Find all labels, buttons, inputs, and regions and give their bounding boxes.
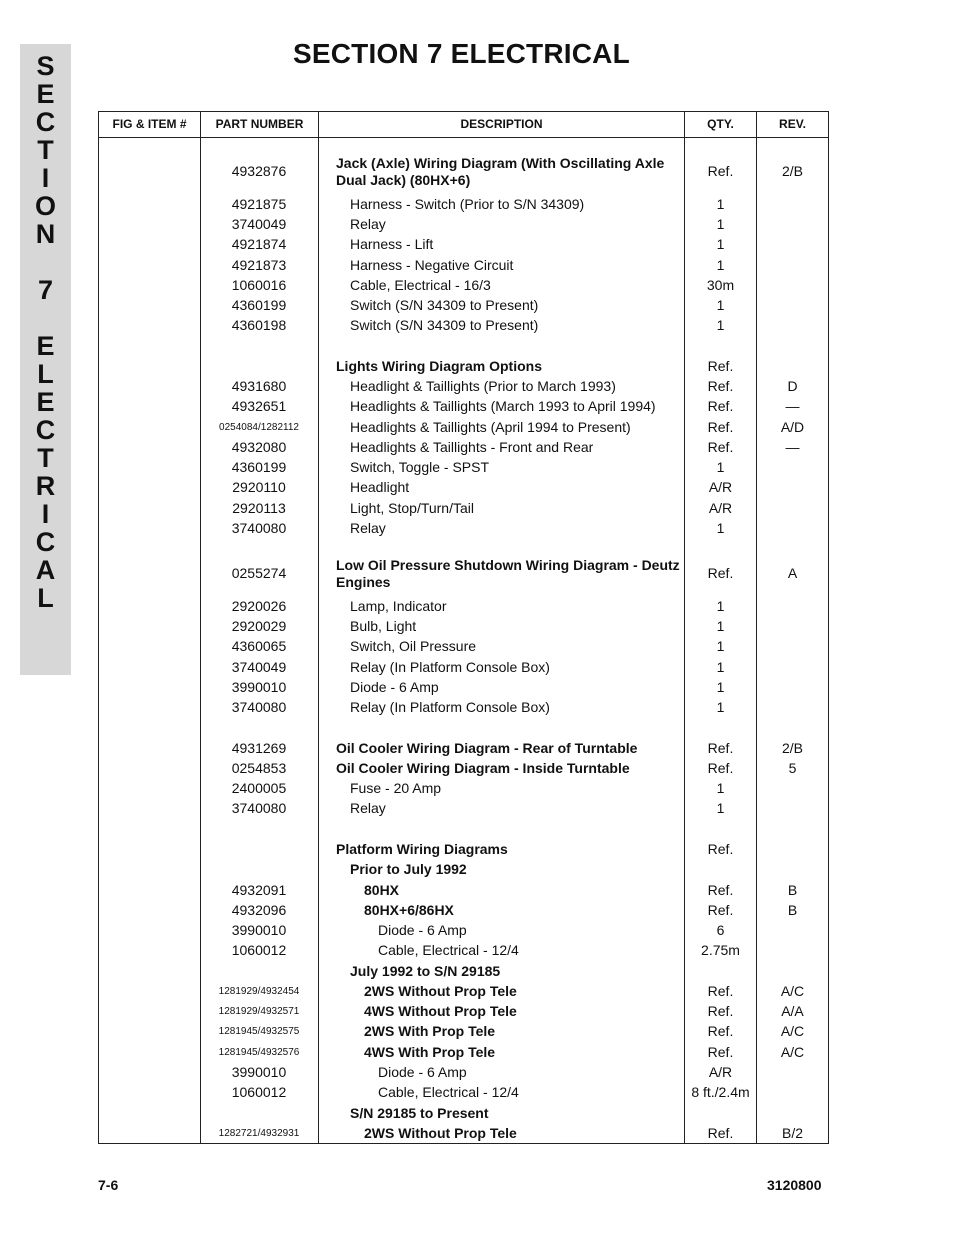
part-number-cell: 1060012 [231,942,287,958]
table-row [99,277,828,294]
table-row [99,922,828,939]
table-row [99,740,828,757]
qty-cell: Ref. [707,419,734,435]
description-cell: Fuse - 20 Amp [350,780,442,796]
side-tab-letter: R [35,471,56,501]
table-row [99,378,828,395]
header-description: DESCRIPTION [460,117,543,131]
description-cell: Harness - Switch (Prior to S/N 34309) [350,196,585,212]
description-cell: 4WS Without Prop Tele [364,1003,517,1019]
qty-cell: A/R [708,479,733,495]
description-cell: Relay (In Platform Console Box) [350,659,550,675]
part-number-cell: 1281945/4932575 [218,1026,300,1037]
qty-cell: 1 [716,520,725,536]
part-number-cell: 4921874 [231,236,287,252]
side-tab-letter [42,304,50,332]
description-cell: Headlights & Taillights (March 1993 to April 1994) [350,398,656,414]
qty-cell: Ref. [707,378,734,394]
description-cell: Headlight [350,479,410,495]
qty-cell: 1 [716,618,725,634]
table-row [99,841,828,858]
header-fig-item: FIG & ITEM # [112,117,187,131]
description-cell: Headlight & Taillights (Prior to March 1993) [350,378,616,394]
description-cell: Bulb, Light [350,618,417,634]
rev-cell: B/2 [781,1125,803,1141]
table-row [99,216,828,233]
table-row [99,557,828,591]
description-cell: Cable, Electrical - 12/4 [378,942,519,958]
table-row [99,800,828,817]
part-number-cell: 2920113 [232,500,286,516]
qty-cell: 1 [716,699,725,715]
table-row [99,882,828,899]
rev-cell: A/C [780,1044,805,1060]
part-number-cell: 3990010 [231,922,287,938]
part-number-cell: 2400005 [231,780,287,796]
qty-cell: Ref. [707,740,734,756]
description-cell: 2WS Without Prop Tele [364,1125,517,1141]
qty-cell: 1 [716,800,725,816]
description-cell: Jack (Axle) Wiring Diagram (With Oscillating Axle Dual Jack) (80HX+6) [336,155,665,188]
description-cell: 2WS With Prop Tele [364,1023,496,1039]
table-row [99,638,828,655]
table-row [99,398,828,415]
qty-cell: 1 [716,317,725,333]
qty-cell: Ref. [707,983,734,999]
header-divider [99,137,828,138]
rev-cell: — [785,439,800,455]
qty-cell: 1 [716,598,725,614]
qty-cell: 1 [716,659,725,675]
table-row [99,297,828,314]
header-part-number: PART NUMBER [215,117,304,131]
side-tab-letter: I [41,499,50,529]
part-number-cell: 4931680 [231,378,287,394]
side-tab-letter [42,248,50,276]
description-cell: Lights Wiring Diagram Options [336,358,542,374]
description-cell: Diode - 6 Amp [350,679,439,695]
description-cell: S/N 29185 to Present [350,1105,489,1121]
table-row [99,1044,828,1061]
description-cell: 2WS Without Prop Tele [364,983,517,999]
part-number-cell: 1281929/4932454 [218,986,300,997]
part-number-cell: 3740080 [231,800,287,816]
part-number-cell: 3740080 [231,699,287,715]
rev-cell: A/C [780,983,805,999]
description-cell: Diode - 6 Amp [378,1064,467,1080]
qty-cell: 6 [716,922,725,938]
page-number: 7-6 [98,1177,119,1193]
table-row [99,257,828,274]
table-row [99,1084,828,1101]
table-row [99,419,828,436]
description-cell: Harness - Negative Circuit [350,257,514,273]
side-tab-letter: C [35,527,56,557]
side-tab-letter: T [37,443,54,473]
rev-cell: D [787,378,798,394]
qty-cell: 30m [706,277,735,293]
table-row [99,1023,828,1040]
side-tab-letter: E [36,387,55,417]
part-number-cell: 4921875 [231,196,287,212]
rev-cell: A/A [781,1003,804,1019]
qty-cell: 8 ft./2.4m [691,1084,750,1100]
description-cell: Cable, Electrical - 12/4 [378,1084,519,1100]
qty-cell: Ref. [707,565,734,581]
qty-cell: Ref. [707,163,734,179]
section-side-tab [20,44,71,675]
part-number-cell: 2920110 [232,479,286,495]
part-number-cell: 3740049 [231,216,287,232]
description-cell: Cable, Electrical - 16/3 [350,277,491,293]
qty-cell: Ref. [707,439,734,455]
rev-cell: A [787,565,798,581]
qty-cell: Ref. [707,398,734,414]
table-row [99,439,828,456]
description-cell: 80HX+6/86HX [364,902,454,918]
side-tab-letter: N [35,219,56,249]
qty-cell: 1 [716,780,725,796]
rev-cell: 5 [788,760,797,776]
part-number-cell: 4932091 [231,882,287,898]
side-tab-letter: 7 [37,275,54,305]
part-number-cell: 4921873 [231,257,287,273]
description-cell: Relay [350,216,386,232]
table-row [99,196,828,213]
description-cell: Lamp, Indicator [350,598,447,614]
qty-cell: 2.75m [701,942,740,958]
description-cell: Switch, Toggle - SPST [350,459,490,475]
side-tab-letter: C [35,415,56,445]
table-row [99,155,828,189]
qty-cell: A/R [708,500,733,516]
rev-cell: B [787,882,798,898]
qty-cell: Ref. [707,841,734,857]
description-cell: Relay (In Platform Console Box) [350,699,550,715]
qty-cell: Ref. [707,760,734,776]
table-row [99,942,828,959]
rev-cell: 2/B [781,163,803,179]
description-cell: Switch (S/N 34309 to Present) [350,297,539,313]
table-row [99,236,828,253]
qty-cell: 1 [716,236,725,252]
part-number-cell: 3990010 [231,1064,287,1080]
side-tab-letter: A [35,555,56,585]
part-number-cell: 1282721/4932931 [218,1128,300,1139]
table-row [99,902,828,919]
part-number-cell: 1281929/4932571 [218,1006,300,1017]
table-row [99,598,828,615]
table-row [99,1125,828,1142]
table-row [99,659,828,676]
part-number-cell: 4360199 [231,459,287,475]
rev-cell: 2/B [781,740,803,756]
document-number: 3120800 [767,1177,822,1193]
qty-cell: Ref. [707,1003,734,1019]
side-tab-letter: L [37,359,54,389]
description-cell: Low Oil Pressure Shutdown Wiring Diagram - Deutz Engines [336,557,680,590]
part-number-cell: 3740080 [231,520,287,536]
description-cell: Platform Wiring Diagrams [336,841,508,857]
table-row [99,983,828,1000]
part-number-cell: 4932876 [231,163,287,179]
parts-table [98,111,829,1144]
qty-cell: Ref. [707,358,734,374]
part-number-cell: 0254084/1282112 [219,422,299,433]
table-row [99,1105,828,1122]
table-row [99,1003,828,1020]
description-cell: Headlights & Taillights - Front and Rear [350,439,594,455]
part-number-cell: 4360198 [231,317,287,333]
qty-cell: 1 [716,679,725,695]
part-number-cell: 4932096 [231,902,287,918]
qty-cell: 1 [716,459,725,475]
description-cell: Relay [350,800,386,816]
description-cell: Harness - Lift [350,236,434,252]
side-tab-letter: I [41,163,50,193]
part-number-cell: 3740049 [231,659,287,675]
table-row [99,1064,828,1081]
qty-cell: Ref. [707,1044,734,1060]
part-number-cell: 0254853 [231,760,287,776]
table-row [99,679,828,696]
description-cell: Relay [350,520,386,536]
table-row [99,861,828,878]
qty-cell: 1 [716,216,725,232]
part-number-cell: 4932080 [231,439,287,455]
part-number-cell: 4931269 [231,740,287,756]
part-number-cell: 4932651 [231,398,287,414]
part-number-cell: 2920026 [231,598,287,614]
part-number-cell: 4360065 [231,638,287,654]
qty-cell: Ref. [707,882,734,898]
table-row [99,520,828,537]
qty-cell: Ref. [707,902,734,918]
description-cell: 80HX [364,882,400,898]
description-cell: July 1992 to S/N 29185 [350,963,501,979]
table-row [99,459,828,476]
description-cell: Light, Stop/Turn/Tail [350,500,474,516]
table-row [99,780,828,797]
rev-cell: — [785,398,800,414]
part-number-cell: 1060012 [231,1084,287,1100]
side-tab-letters [20,52,71,612]
side-tab-letter: S [36,51,55,81]
part-number-cell: 4360199 [231,297,287,313]
part-number-cell: 2920029 [231,618,287,634]
description-cell: Oil Cooler Wiring Diagram - Rear of Turntable [336,740,638,756]
qty-cell: 1 [716,297,725,313]
table-row [99,699,828,716]
side-tab-letter: E [36,331,55,361]
rev-cell: A/C [780,1023,805,1039]
description-cell: Prior to July 1992 [350,861,467,877]
table-row [99,358,828,375]
table-row [99,479,828,496]
part-number-cell: 1281945/4932576 [218,1047,300,1058]
side-tab-letter: E [36,79,55,109]
side-tab-letter: L [37,583,54,613]
qty-cell: Ref. [707,1023,734,1039]
qty-cell: A/R [708,1064,733,1080]
side-tab-letter: C [35,107,56,137]
description-cell: Headlights & Taillights (April 1994 to Present) [350,419,631,435]
header-qty: QTY. [707,117,734,131]
description-cell: 4WS With Prop Tele [364,1044,496,1060]
rev-cell: B [787,902,798,918]
page-title: SECTION 7 ELECTRICAL [293,38,630,69]
side-tab-letter: T [37,135,54,165]
table-row [99,500,828,517]
side-tab-letter: O [34,191,56,221]
rev-cell: A/D [780,419,805,435]
table-row [99,618,828,635]
table-row [99,963,828,980]
header-rev: REV. [779,117,806,131]
description-cell: Switch, Oil Pressure [350,638,477,654]
table-row [99,317,828,334]
part-number-cell: 0255274 [231,565,287,581]
part-number-cell: 1060016 [231,277,287,293]
qty-cell: 1 [716,257,725,273]
description-cell: Diode - 6 Amp [378,922,467,938]
description-cell: Oil Cooler Wiring Diagram - Inside Turntable [336,760,630,776]
part-number-cell: 3990010 [231,679,287,695]
qty-cell: 1 [716,638,725,654]
qty-cell: Ref. [707,1125,734,1141]
description-cell: Switch (S/N 34309 to Present) [350,317,539,333]
table-row [99,760,828,777]
qty-cell: 1 [716,196,725,212]
